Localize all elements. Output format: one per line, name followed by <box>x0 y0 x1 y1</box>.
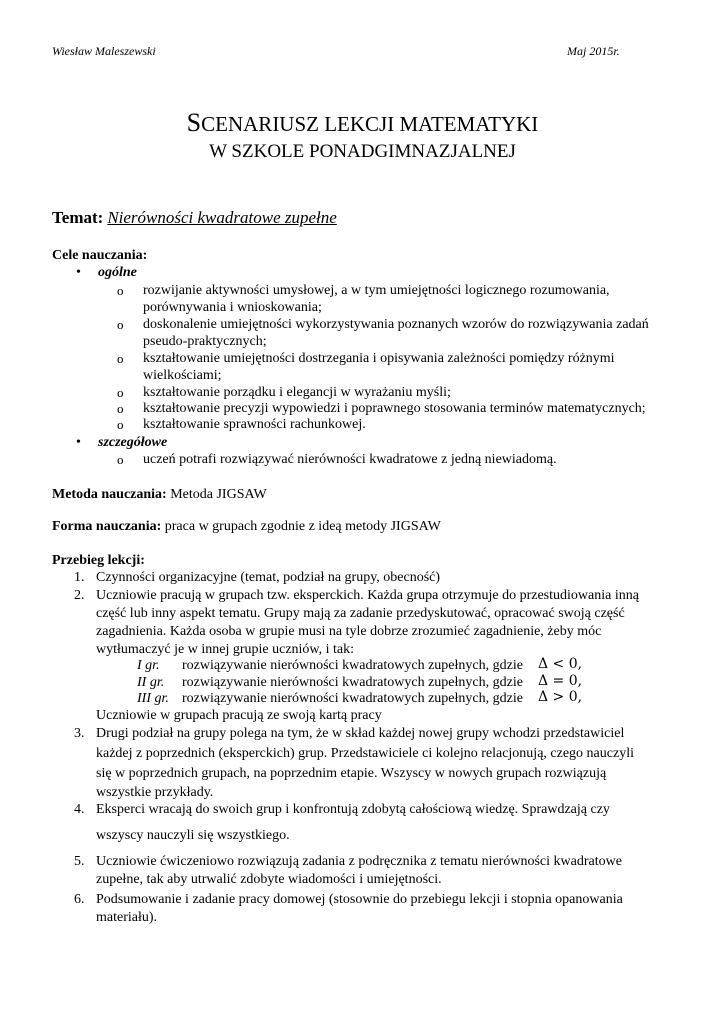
group-label: III gr. <box>137 691 169 706</box>
step-text: Czynności organizacyjne (temat, podział na grupy, obecność) <box>96 570 441 585</box>
metoda-label: Metoda nauczania: <box>52 487 167 502</box>
forma-row <box>52 518 441 535</box>
group-condition: Δ = 0, <box>538 673 583 689</box>
group-label: I gr. <box>137 658 160 673</box>
step-number: 2. <box>74 588 85 603</box>
list-item-cont: wielkościami; <box>143 368 222 383</box>
circle-bullet-icon: o <box>117 283 124 298</box>
step-text: zupełne, tak aby utrwalić zdobyte wiadomości i umiejętności. <box>96 872 442 887</box>
circle-bullet-icon: o <box>117 385 124 400</box>
header-author: Wiesław Maleszewski <box>52 44 156 58</box>
step-text: Uczniowie pracują w grupach tzw. eksperckich. Każda grupa otrzymuje do przestudiowania inną <box>96 588 639 603</box>
circle-bullet-icon: o <box>117 401 124 416</box>
title-cap: S <box>186 108 202 137</box>
step-number: 6. <box>74 892 85 907</box>
step-number: 1. <box>74 570 85 585</box>
title-line1: CENARIUSZ LEKCJI MATEMATYKI <box>201 112 539 136</box>
step-text: Eksperci wracają do swoich grup i konfrontują zdobytą całościową wiedzę. Sprawdzają czy <box>96 802 610 817</box>
szczegolowe-label: szczegółowe <box>98 435 168 450</box>
group-condition: Δ < 0, <box>538 656 583 672</box>
group-text: rozwiązywanie nierówności kwadratowych zupełnych, gdzie <box>182 675 523 690</box>
step-text: każdej z poprzednich (eksperckich) grup. Przedstawiciele ci kolejno relacjonują, czego nauczyli <box>96 746 634 761</box>
group-condition: Δ > 0, <box>538 689 583 705</box>
metoda-value: Metoda JIGSAW <box>170 487 267 502</box>
przebieg-heading: Przebieg lekcji: <box>52 553 145 568</box>
temat-label: Temat: <box>52 208 104 227</box>
step-text: wytłumaczyć je w innej grupie uczniów, i tak: <box>96 642 355 657</box>
ogolne-label: ogólne <box>98 265 137 280</box>
bullet-icon: • <box>76 435 81 450</box>
temat-row <box>52 208 337 228</box>
step-number: 4. <box>74 802 85 817</box>
step-text: zagadnienia. Każda osoba w grupie musi na tyle dobrze zrozumieć zagadnienie, żeby móc <box>96 624 602 639</box>
group-text: rozwiązywanie nierówności kwadratowych zupełnych, gdzie <box>182 658 523 673</box>
step-text: Podsumowanie i zadanie pracy domowej (stosownie do przebiegu lekcji i stopnia opanowania <box>96 892 623 907</box>
list-item: uczeń potrafi rozwiązywać nierówności kwadratowe z jedną niewiadomą. <box>143 452 557 467</box>
circle-bullet-icon: o <box>117 452 124 467</box>
temat-value: Nierówności kwadratowe zupełne <box>107 208 337 227</box>
step-text: się w poprzednich grupach, na poprzednim etapie. Wszyscy w nowych grupach rozwiązują <box>96 766 607 781</box>
cele-heading: Cele nauczania: <box>52 248 148 263</box>
step-text: wszystkie przykłady. <box>96 785 214 800</box>
step-text: Uczniowie w grupach pracują ze swoją kartą pracy <box>96 708 382 723</box>
forma-value: praca w grupach zgodnie z ideą metody JIGSAW <box>164 519 441 534</box>
bullet-icon: • <box>76 265 81 280</box>
list-item: kształtowanie umiejętności dostrzegania i opisywania zależności pomiędzy różnymi <box>143 351 615 366</box>
step-text: Drugi podział na grupy polega na tym, że w skład każdej nowej grupy wchodzi przedstawiciel <box>96 726 625 741</box>
header-date: Maj 2015r. <box>567 44 620 58</box>
page-title <box>0 108 725 138</box>
circle-bullet-icon: o <box>117 351 124 366</box>
list-item: rozwijanie aktywności umysłowej, a w tym umiejętności logicznego rozumowania, <box>143 283 610 298</box>
step-text: wszyscy nauczyli się wszystkiego. <box>96 828 290 843</box>
group-text: rozwiązywanie nierówności kwadratowych zupełnych, gdzie <box>182 691 523 706</box>
list-item: kształtowanie precyzji wypowiedzi i poprawnego stosowania terminów matematycznych; <box>143 401 646 416</box>
metoda-row <box>52 486 267 503</box>
list-item-cont: porównywania i wnioskowania; <box>143 300 322 315</box>
circle-bullet-icon: o <box>117 317 124 332</box>
step-text: materiału). <box>96 910 158 925</box>
list-item: kształtowanie porządku i elegancji w wyrażaniu myśli; <box>143 385 451 400</box>
step-text: część lub inny aspekt tematu. Grupy mają za zadanie przedyskutować, opracować swoją część <box>96 606 625 621</box>
step-text: Uczniowie ćwiczeniowo rozwiązują zadania z podręcznika z tematu nierówności kwadratowe <box>96 854 622 869</box>
forma-label: Forma nauczania: <box>52 519 162 534</box>
list-item-cont: pseudo-praktycznych; <box>143 334 267 349</box>
list-item: doskonalenie umiejętności wykorzystywania poznanych wzorów do rozwiązywania zadań <box>143 317 649 332</box>
group-label: II gr. <box>137 675 165 690</box>
list-item: kształtowanie sprawności rachunkowej. <box>143 417 366 432</box>
page-subtitle: W SZKOLE PONADGIMNAZJALNEJ <box>209 141 516 162</box>
circle-bullet-icon: o <box>117 417 124 432</box>
step-number: 3. <box>74 726 85 741</box>
step-number: 5. <box>74 854 85 869</box>
